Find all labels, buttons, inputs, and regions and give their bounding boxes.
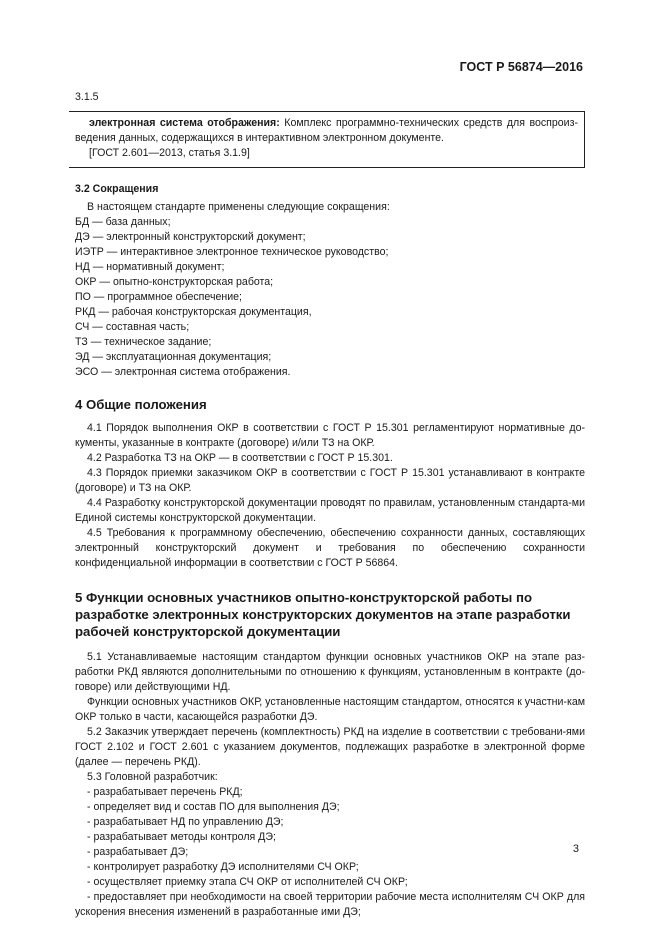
- duty-item: - контролирует разработку ДЭ исполнителями СЧ ОКР;: [87, 861, 359, 873]
- paragraph-4-3: 4.3 Порядок приемки заказчиком ОКР в соответствии с ГОСТ Р 15.301 устанавливают в контракте (договоре) и ТЗ на ОКР.: [75, 467, 585, 494]
- document-id: ГОСТ Р 56874—2016: [459, 60, 583, 74]
- term-definition: [75, 116, 578, 146]
- duty-item: - определяет вид и состав ПО для выполнения ДЭ;: [87, 801, 340, 813]
- paragraph-4-4: 4.4 Разработку конструкторской документации проводят по правилам, установленным стандарта-ми Единой системы конструкторской документации.: [75, 497, 585, 524]
- abbreviations-intro: В настоящем стандарте применены следующие сокращения:: [87, 201, 390, 213]
- page-number: 3: [572, 843, 579, 855]
- paragraph-5-2: 5.2 Заказчик утверждает перечень (комплектность) РКД на изделие в соответствии с требовани-ями ГОСТ 2.102 и ГОСТ 2.601 с указанием документов, подлежащих разработке в электронной форме (далее — перечень РКД).: [75, 726, 585, 768]
- duty-item: - разрабатывает НД по управлению ДЭ;: [87, 816, 284, 828]
- abbreviation-item: ПО — программное обеспечение;: [75, 291, 242, 303]
- paragraph-4-1: 4.1 Порядок выполнения ОКР в соответствии с ГОСТ Р 15.301 регламентируют нормативные до-кументы, указанные в контракте (договоре) и/или ТЗ на ОКР.: [75, 422, 585, 449]
- term-name: электронная система отображения:: [89, 117, 280, 129]
- duty-item: - предоставляет при необходимости на своей территории рабочие места исполнителям СЧ ОКР для ускорения внесения изменений в разработанные ими ДЭ;: [75, 891, 585, 918]
- abbreviation-item: РКД — рабочая конструкторская документация,: [75, 306, 312, 318]
- abbreviations-list: [75, 215, 585, 380]
- abbreviation-item: ЭСО — электронная система отображения.: [75, 366, 291, 378]
- abbreviation-item: ОКР — опытно-конструкторская работа;: [75, 276, 274, 288]
- abbreviation-item: НД — нормативный документ;: [75, 261, 225, 273]
- duty-item: - разрабатывает методы контроля ДЭ;: [87, 831, 276, 843]
- term-source: [ГОСТ 2.601—2013, статья 3.1.9]: [89, 147, 250, 159]
- term-number: 3.1.5: [75, 91, 99, 103]
- abbreviation-item: БД — база данных;: [75, 216, 171, 228]
- section-5-heading: 5 Функции основных участников опытно-конструкторской работы по разработке электронных конструкторских документов на этапе разработки рабочей конструкторской документации: [75, 590, 571, 639]
- abbreviation-item: СЧ — составная часть;: [75, 321, 190, 333]
- abbreviation-item: ДЭ — электронный конструкторский документ;: [75, 231, 306, 243]
- page-content: [75, 90, 585, 920]
- duty-item: - разрабатывает ДЭ;: [87, 846, 189, 858]
- paragraph-4-2: 4.2 Разработка ТЗ на ОКР — в соответствии с ГОСТ Р 15.301.: [87, 452, 393, 464]
- paragraph-5-1: 5.1 Устанавливаемые настоящим стандартом функции основных участников ОКР на этапе раз-работки РКД являются дополнительными по отношению к функциям, установленным в контракте (до-говоре) или действующими НД.: [75, 651, 585, 693]
- duty-item: - разрабатывает перечень РКД;: [87, 786, 243, 798]
- abbreviations-heading: 3.2 Сокращения: [75, 183, 159, 195]
- paragraph-4-5: 4.5 Требования к программному обеспечению, обеспечению сохранности данных, составляющих электронный конструкторский документ и требования по обеспечению сохранности конфиденциальной информации в соответствии с ГОСТ Р 56864.: [75, 527, 585, 569]
- abbreviation-item: ИЭТР — интерактивное электронное техническое руководство;: [75, 246, 389, 258]
- head-developer-duties-list: [75, 785, 585, 920]
- term-definition-text: Комплекс программно-технических средств для воспроиз-ведения данных, содержащихся в интерактивном электронном документе.: [75, 117, 578, 144]
- abbreviation-item: ТЗ — техническое задание;: [75, 336, 212, 348]
- abbreviation-item: ЭД — эксплуатационная документация;: [75, 351, 272, 363]
- term-definition-box: [69, 111, 585, 168]
- paragraph-5-1-note: Функции основных участников ОКР, установленные настоящим стандартом, относятся к участни-кам ОКР только в части, касающейся разработки ДЭ.: [75, 696, 585, 723]
- duty-item: - осуществляет приемку этапа СЧ ОКР от исполнителей СЧ ОКР;: [87, 876, 408, 888]
- section-4-heading: 4 Общие положения: [75, 397, 207, 412]
- paragraph-5-3: 5.3 Головной разработчик:: [87, 771, 218, 783]
